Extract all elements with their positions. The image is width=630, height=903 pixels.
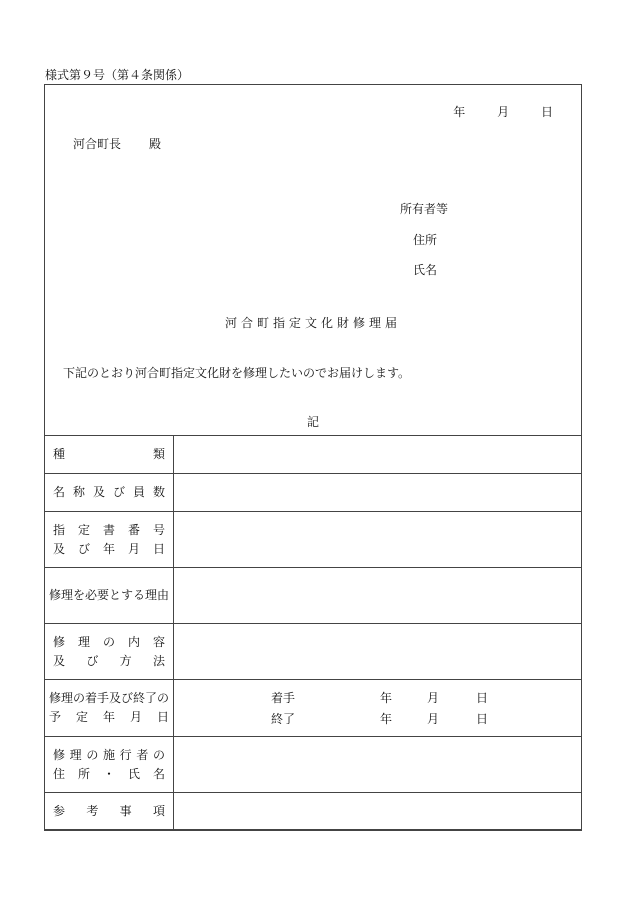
name-count-field[interactable] [174, 474, 582, 512]
row-label-type [45, 436, 174, 474]
date-year-label: 年 [453, 105, 466, 119]
table-row [45, 568, 582, 624]
table-row [45, 680, 582, 737]
row-label-line: 修理の内容 [53, 634, 165, 649]
form-number-label: 様式第９号（第４条関係） [45, 68, 190, 82]
schedule-start-day: 日 [476, 691, 489, 705]
content-method-field[interactable] [174, 624, 582, 680]
date-line [425, 103, 553, 120]
schedule-end-month: 月 [427, 712, 440, 726]
row-label-line: 参考事項 [53, 804, 165, 818]
schedule-end-label: 終了 [271, 712, 296, 726]
row-label-contractor [45, 737, 174, 793]
date-month-label: 月 [497, 105, 510, 119]
row-label-reason [45, 568, 174, 624]
schedule-start-year: 年 [380, 691, 393, 705]
row-label-line: 種類 [53, 447, 165, 461]
date-day-label: 日 [540, 105, 553, 119]
table-row [45, 512, 582, 568]
owner-address-label: 住所 [413, 232, 438, 247]
row-label-line: 修理の着手及び終了の [49, 691, 170, 705]
row-label-line: 及び方法 [53, 653, 165, 668]
row-label-line: 修理を必要とする理由 [49, 588, 170, 602]
owner-block [400, 194, 448, 286]
schedule-start-label: 着手 [271, 691, 296, 705]
document-title: 河合町指定文化財修理届 [224, 316, 401, 330]
reference-field[interactable] [174, 793, 582, 831]
items-table [44, 435, 582, 831]
contractor-field[interactable] [174, 737, 582, 793]
intro-text: 下記のとおり河合町指定文化財を修理したいのでお届けします。 [63, 366, 411, 380]
row-label-line: 予定年月日 [49, 710, 169, 724]
row-label-line: 修理の施行者の [53, 747, 165, 762]
row-label-designation [45, 512, 174, 568]
table-row [45, 624, 582, 680]
reason-field[interactable] [174, 568, 582, 624]
type-field[interactable] [174, 436, 582, 474]
table-row [45, 793, 582, 831]
row-label-name-count [45, 474, 174, 512]
addressee-honorific: 殿 [149, 137, 162, 151]
row-label-line: 名称及び員数 [53, 485, 165, 499]
ki-heading: 記 [306, 415, 319, 429]
designation-field[interactable] [174, 512, 582, 568]
table-row [45, 436, 582, 474]
table-row [45, 737, 582, 793]
owner-name-label: 氏名 [413, 263, 438, 277]
row-label-line: 住所・氏名 [53, 766, 165, 781]
schedule-end-day: 日 [476, 712, 489, 726]
schedule-field[interactable] [174, 680, 582, 737]
row-label-line: 及び年月日 [53, 541, 165, 556]
schedule-start-month: 月 [427, 691, 440, 705]
row-label-content-method [45, 624, 174, 680]
table-row [45, 474, 582, 512]
schedule-end-year: 年 [380, 712, 393, 726]
owner-heading: 所有者等 [400, 202, 449, 216]
row-label-reference [45, 793, 174, 831]
addressee-name: 河合町長 [73, 137, 122, 151]
form-frame [44, 84, 582, 830]
addressee [73, 135, 161, 152]
row-label-line: 指定書番号 [53, 522, 165, 537]
row-label-schedule [45, 680, 174, 737]
